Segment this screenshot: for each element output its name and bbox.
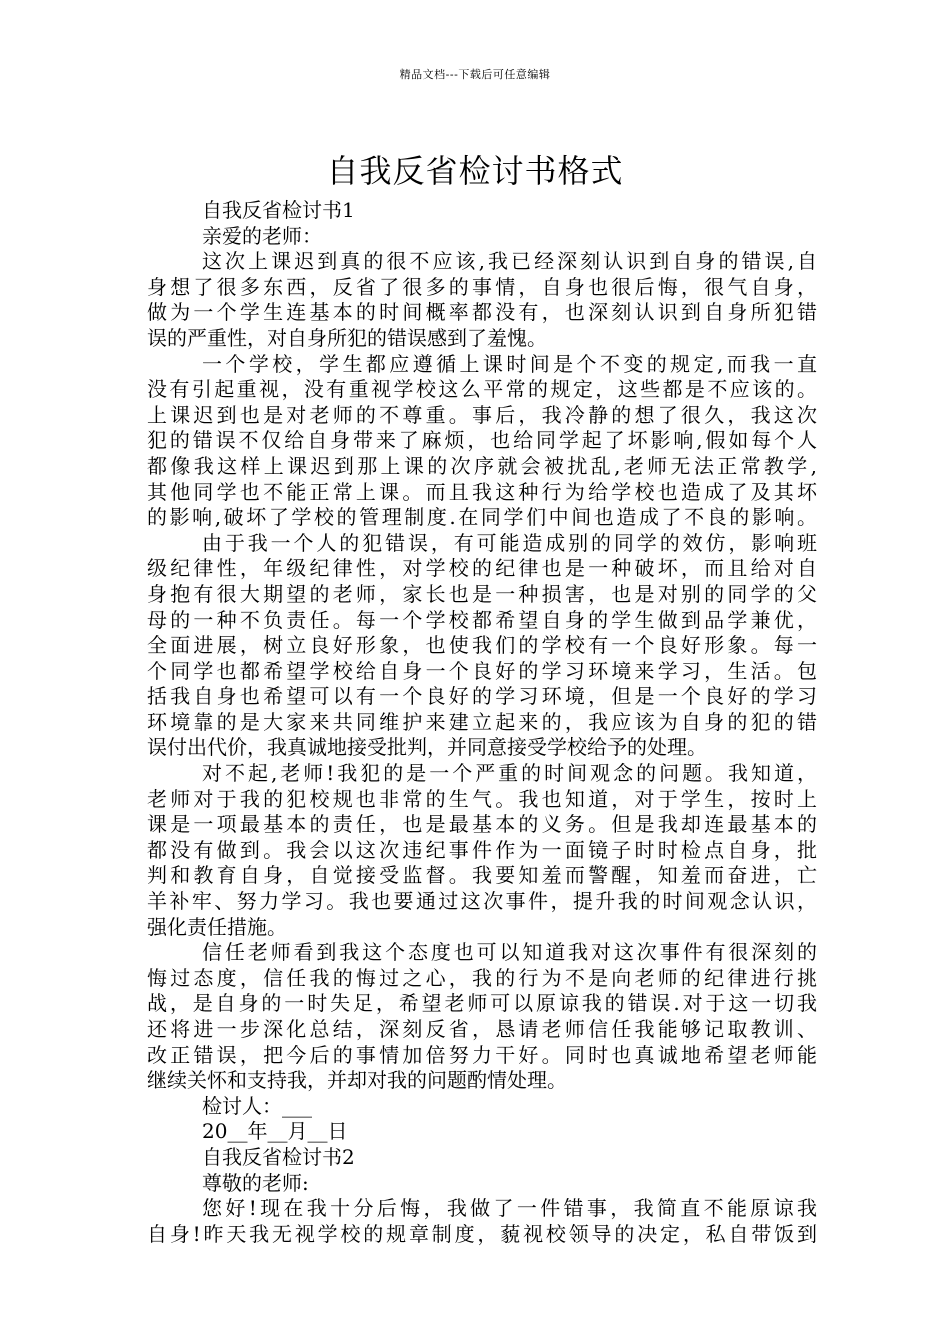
- text-line: 都没有做到。我会以这次违纪事件作为一面镜子时时检点自身，批: [147, 837, 817, 862]
- text-line: 由于我一个人的犯错误，有可能造成别的同学的效仿，影响班: [202, 530, 817, 555]
- text-line: 尊敬的老师:: [202, 1170, 309, 1195]
- text-line: 级纪律性，年级纪律性，对学校的纪律也是一种破坏，而且给对自: [147, 556, 817, 581]
- document-title: 自我反省检讨书格式: [326, 152, 624, 191]
- text-line: 这次上课迟到真的很不应该,我已经深刻认识到自身的错误,自: [202, 249, 817, 274]
- text-line: 括我自身也希望可以有一个良好的学习环境，但是一个良好的学习: [147, 684, 817, 709]
- document-body: [147, 198, 817, 1247]
- text-line: 误付出代价，我真诚地接受批判，并同意接受学校给予的处理。: [147, 735, 707, 760]
- text-line: 都像我这样上课迟到那上课的次序就会被扰乱,老师无法正常教学,: [147, 453, 817, 478]
- text-line: 自我反省检讨书1: [202, 198, 355, 222]
- text-line: 亲爱的老师：: [202, 223, 322, 248]
- header-note: 精品文档---下载后可任意编辑: [399, 68, 551, 81]
- text-line: 老师对于我的犯校规也非常的生气。我也知道，对于学生，按时上: [147, 786, 817, 811]
- text-line: 误的严重性，对自身所犯的错误感到了羞愧。: [147, 325, 547, 350]
- text-line: 母的一种不负责任。每一个学校都希望自身的学生做到品学兼优，: [147, 607, 817, 632]
- text-line: 环境靠的是大家来共同维护来建立起来的，我应该为自身的犯的错: [147, 709, 817, 734]
- text-line: 一个学校，学生都应遵循上课时间是个不变的规定,而我一直: [202, 351, 817, 376]
- text-line: 20__年__月__日: [202, 1119, 348, 1144]
- text-line: 课是一项最基本的责任，也是最基本的义务。但是我却连最基本的: [147, 812, 817, 837]
- text-line: 自身!昨天我无视学校的规章制度，藐视校领导的决定，私自带饭到: [147, 1221, 817, 1246]
- text-line: 的影响,破坏了学校的管理制度.在同学们中间也造成了不良的影响。: [147, 505, 817, 530]
- text-line: 对不起,老师!我犯的是一个严重的时间观念的问题。我知道，: [202, 761, 817, 786]
- text-line: 改正错误，把今后的事情加倍努力干好。同时也真诚地希望老师能: [147, 1042, 817, 1067]
- text-line: 悔过态度，信任我的悔过之心，我的行为不是向老师的纪律进行挑: [147, 965, 817, 990]
- text-line: 身抱有很大期望的老师，家长也是一种损害，也是对别的同学的父: [147, 581, 817, 606]
- text-line: 强化责任措施。: [147, 914, 287, 939]
- text-line: 您好!现在我十分后悔，我做了一件错事，我简直不能原谅我: [202, 1196, 817, 1221]
- text-line: 继续关怀和支持我，并却对我的问题酌情处理。: [147, 1068, 567, 1093]
- text-line: 个同学也都希望学校给自身一个良好的学习环境来学习，生活。包: [147, 658, 817, 683]
- text-line: 上课迟到也是对老师的不尊重。事后，我冷静的想了很久，我这次: [147, 402, 817, 427]
- text-line: 战，是自身的一时失足，希望老师可以原谅我的错误.对于这一切我: [147, 991, 817, 1016]
- text-line: 其他同学也不能正常上课。而且我这种行为给学校也造成了及其坏: [147, 479, 817, 504]
- text-line: 没有引起重视，没有重视学校这么平常的规定，这些都是不应该的。: [147, 377, 817, 402]
- text-line: 身想了很多东西，反省了很多的事情，自身也很后悔，很气自身，: [147, 274, 817, 299]
- text-line: 犯的错误不仅给自身带来了麻烦，也给同学起了坏影响,假如每个人: [147, 428, 817, 453]
- text-line: 信任老师看到我这个态度也可以知道我对这次事件有很深刻的: [202, 940, 817, 965]
- text-line: 判和教育自身，自觉接受监督。我要知羞而警醒，知羞而奋进，亡: [147, 863, 817, 888]
- text-line: 做为一个学生连基本的时间概率都没有，也深刻认识到自身所犯错: [147, 300, 817, 325]
- text-line: 羊补牢、努力学习。我也要通过这次事件，提升我的时间观念认识，: [147, 889, 817, 914]
- text-line: 检讨人：___: [202, 1093, 312, 1118]
- text-line: 自我反省检讨书2: [202, 1144, 355, 1169]
- text-line: 还将进一步深化总结，深刻反省，恳请老师信任我能够记取教训、: [147, 1017, 817, 1041]
- text-line: 全面进展，树立良好形象，也使我们的学校有一个良好形象。每一: [147, 633, 817, 658]
